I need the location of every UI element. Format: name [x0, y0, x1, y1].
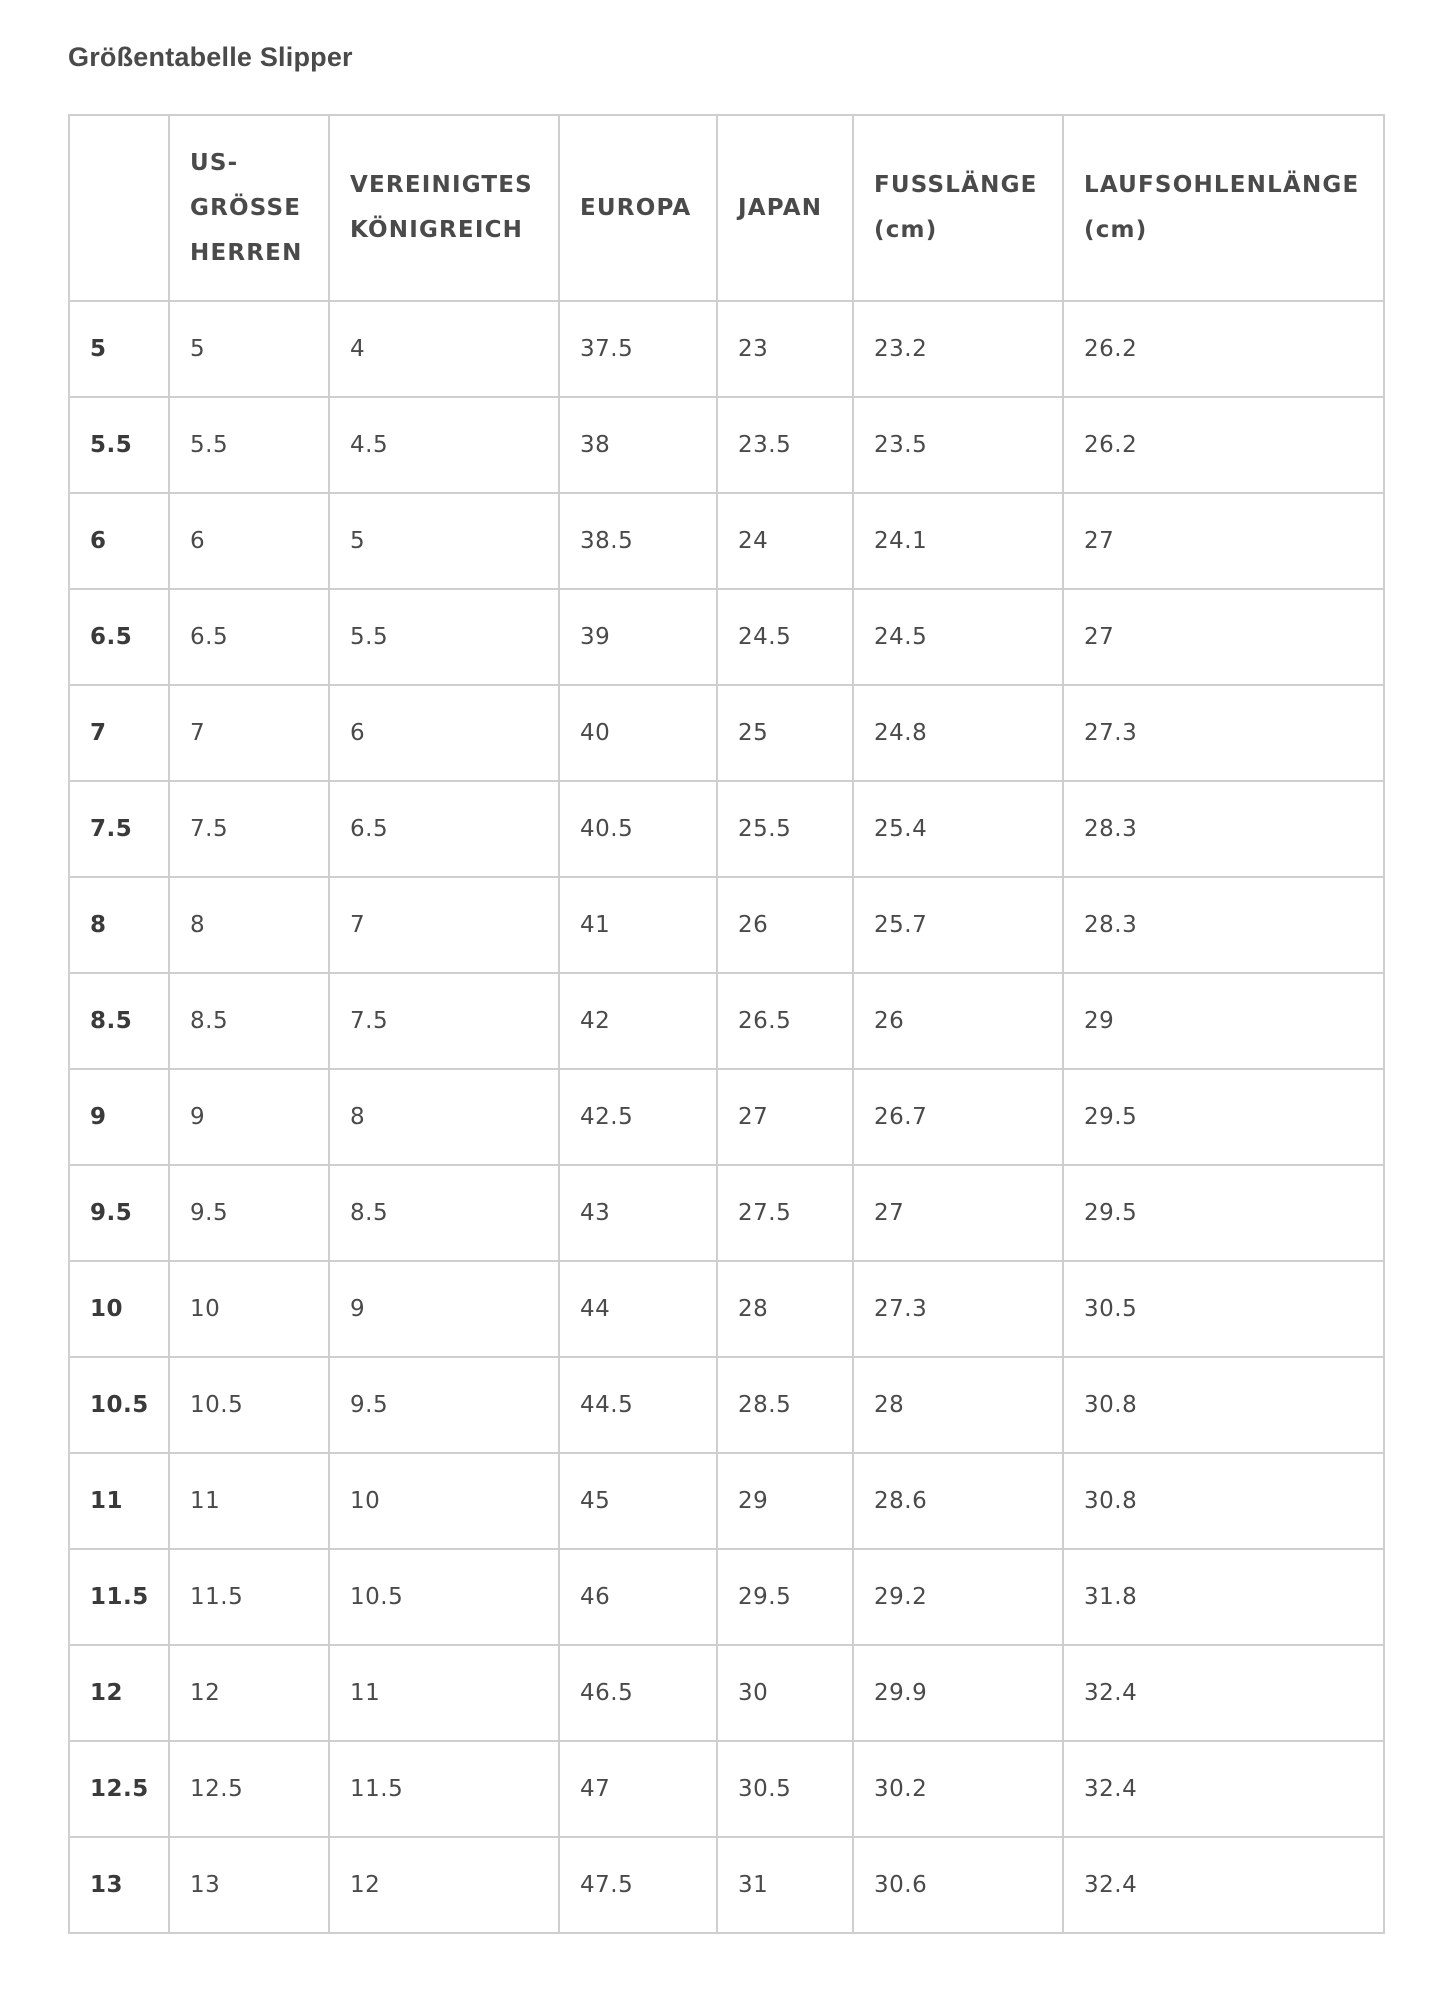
cell-row-head-size: 5.5 [69, 397, 169, 493]
header-text: KÖNIGREICH [350, 217, 524, 243]
page-title: Größentabelle Slipper [68, 42, 353, 72]
table-row [69, 397, 1384, 493]
header-text: LAUFSOHLENLÄNGE [1084, 172, 1360, 198]
cell-japan-size: 31 [717, 1837, 853, 1933]
table-row [69, 1357, 1384, 1453]
cell-japan-size: 29 [717, 1453, 853, 1549]
cell-us-size-men: 9.5 [169, 1165, 329, 1261]
cell-foot-length-cm: 24.1 [853, 493, 1063, 589]
table-header-row [69, 115, 1384, 301]
cell-uk-size: 7.5 [329, 973, 559, 1069]
cell-europe-size: 43 [559, 1165, 717, 1261]
header-text: VEREINIGTES [350, 172, 533, 198]
cell-europe-size: 46.5 [559, 1645, 717, 1741]
cell-europe-size: 42 [559, 973, 717, 1069]
cell-uk-size: 12 [329, 1837, 559, 1933]
cell-europe-size: 47 [559, 1741, 717, 1837]
table-row [69, 1165, 1384, 1261]
cell-japan-size: 26 [717, 877, 853, 973]
cell-japan-size: 25 [717, 685, 853, 781]
cell-row-head-size: 5 [69, 301, 169, 397]
cell-uk-size: 5 [329, 493, 559, 589]
header-text: GRÖSSE [190, 194, 302, 221]
table-row [69, 1549, 1384, 1645]
cell-us-size-men: 8 [169, 877, 329, 973]
cell-row-head-size: 12 [69, 1645, 169, 1741]
cell-outsole-length-cm: 30.8 [1063, 1357, 1384, 1453]
cell-foot-length-cm: 26 [853, 973, 1063, 1069]
cell-foot-length-cm: 25.4 [853, 781, 1063, 877]
cell-japan-size: 25.5 [717, 781, 853, 877]
header-text: US- [190, 149, 239, 176]
cell-japan-size: 30 [717, 1645, 853, 1741]
cell-outsole-length-cm: 29.5 [1063, 1165, 1384, 1261]
cell-japan-size: 23.5 [717, 397, 853, 493]
cell-europe-size: 42.5 [559, 1069, 717, 1165]
cell-uk-size: 10 [329, 1453, 559, 1549]
cell-europe-size: 46 [559, 1549, 717, 1645]
cell-uk-size: 11.5 [329, 1741, 559, 1837]
cell-japan-size: 23 [717, 301, 853, 397]
cell-uk-size: 5.5 [329, 589, 559, 685]
cell-uk-size: 8 [329, 1069, 559, 1165]
cell-outsole-length-cm: 30.8 [1063, 1453, 1384, 1549]
cell-europe-size: 38 [559, 397, 717, 493]
cell-uk-size: 4 [329, 301, 559, 397]
table-row [69, 877, 1384, 973]
header-outsole-length [1063, 115, 1384, 301]
cell-foot-length-cm: 28 [853, 1357, 1063, 1453]
header-europe-size [559, 115, 717, 301]
cell-row-head-size: 12.5 [69, 1741, 169, 1837]
cell-japan-size: 26.5 [717, 973, 853, 1069]
cell-outsole-length-cm: 27 [1063, 589, 1384, 685]
table-row [69, 1261, 1384, 1357]
cell-us-size-men: 11.5 [169, 1549, 329, 1645]
cell-us-size-men: 6.5 [169, 589, 329, 685]
table-row [69, 1453, 1384, 1549]
cell-us-size-men: 7.5 [169, 781, 329, 877]
cell-europe-size: 47.5 [559, 1837, 717, 1933]
cell-row-head-size: 8 [69, 877, 169, 973]
cell-europe-size: 37.5 [559, 301, 717, 397]
cell-outsole-length-cm: 28.3 [1063, 877, 1384, 973]
cell-japan-size: 27 [717, 1069, 853, 1165]
cell-europe-size: 45 [559, 1453, 717, 1549]
cell-outsole-length-cm: 26.2 [1063, 397, 1384, 493]
cell-outsole-length-cm: 32.4 [1063, 1645, 1384, 1741]
cell-row-head-size: 9 [69, 1069, 169, 1165]
table-body [69, 301, 1384, 1933]
cell-row-head-size: 7.5 [69, 781, 169, 877]
cell-foot-length-cm: 26.7 [853, 1069, 1063, 1165]
cell-foot-length-cm: 29.9 [853, 1645, 1063, 1741]
cell-outsole-length-cm: 27 [1063, 493, 1384, 589]
cell-foot-length-cm: 24.8 [853, 685, 1063, 781]
size-chart-table [68, 114, 1385, 1934]
table-row [69, 781, 1384, 877]
cell-uk-size: 9.5 [329, 1357, 559, 1453]
header-japan-size [717, 115, 853, 301]
header-text: HERREN [190, 239, 303, 266]
header-text: EUROPA [580, 194, 692, 221]
cell-uk-size: 9 [329, 1261, 559, 1357]
cell-foot-length-cm: 23.5 [853, 397, 1063, 493]
cell-europe-size: 40.5 [559, 781, 717, 877]
cell-japan-size: 24.5 [717, 589, 853, 685]
cell-row-head-size: 10 [69, 1261, 169, 1357]
cell-foot-length-cm: 30.6 [853, 1837, 1063, 1933]
cell-row-head-size: 10.5 [69, 1357, 169, 1453]
cell-outsole-length-cm: 27.3 [1063, 685, 1384, 781]
cell-uk-size: 6 [329, 685, 559, 781]
table-row [69, 493, 1384, 589]
cell-foot-length-cm: 27.3 [853, 1261, 1063, 1357]
cell-outsole-length-cm: 32.4 [1063, 1837, 1384, 1933]
cell-outsole-length-cm: 29.5 [1063, 1069, 1384, 1165]
cell-row-head-size: 13 [69, 1837, 169, 1933]
cell-europe-size: 44.5 [559, 1357, 717, 1453]
cell-europe-size: 41 [559, 877, 717, 973]
table-row [69, 589, 1384, 685]
cell-europe-size: 38.5 [559, 493, 717, 589]
cell-foot-length-cm: 30.2 [853, 1741, 1063, 1837]
cell-foot-length-cm: 29.2 [853, 1549, 1063, 1645]
cell-foot-length-cm: 28.6 [853, 1453, 1063, 1549]
cell-japan-size: 28.5 [717, 1357, 853, 1453]
cell-us-size-men: 13 [169, 1837, 329, 1933]
cell-outsole-length-cm: 28.3 [1063, 781, 1384, 877]
cell-us-size-men: 11 [169, 1453, 329, 1549]
cell-us-size-men: 5 [169, 301, 329, 397]
table-row [69, 685, 1384, 781]
cell-japan-size: 30.5 [717, 1741, 853, 1837]
cell-us-size-men: 7 [169, 685, 329, 781]
cell-us-size-men: 10.5 [169, 1357, 329, 1453]
header-text: (cm) [1084, 217, 1148, 243]
header-row-label [69, 115, 169, 301]
cell-us-size-men: 12 [169, 1645, 329, 1741]
cell-outsole-length-cm: 29 [1063, 973, 1384, 1069]
cell-us-size-men: 9 [169, 1069, 329, 1165]
table-row [69, 973, 1384, 1069]
table-row [69, 1837, 1384, 1933]
cell-us-size-men: 5.5 [169, 397, 329, 493]
header-us-size-men [169, 115, 329, 301]
cell-uk-size: 8.5 [329, 1165, 559, 1261]
cell-japan-size: 28 [717, 1261, 853, 1357]
cell-us-size-men: 8.5 [169, 973, 329, 1069]
cell-europe-size: 40 [559, 685, 717, 781]
table-row [69, 1645, 1384, 1741]
header-text: (cm) [874, 217, 938, 243]
cell-foot-length-cm: 27 [853, 1165, 1063, 1261]
cell-japan-size: 29.5 [717, 1549, 853, 1645]
cell-us-size-men: 10 [169, 1261, 329, 1357]
cell-uk-size: 7 [329, 877, 559, 973]
cell-japan-size: 24 [717, 493, 853, 589]
header-text: JAPAN [738, 194, 823, 221]
cell-japan-size: 27.5 [717, 1165, 853, 1261]
cell-us-size-men: 6 [169, 493, 329, 589]
cell-row-head-size: 7 [69, 685, 169, 781]
cell-row-head-size: 6 [69, 493, 169, 589]
table-row [69, 301, 1384, 397]
cell-uk-size: 10.5 [329, 1549, 559, 1645]
cell-row-head-size: 9.5 [69, 1165, 169, 1261]
cell-europe-size: 44 [559, 1261, 717, 1357]
cell-uk-size: 4.5 [329, 397, 559, 493]
cell-us-size-men: 12.5 [169, 1741, 329, 1837]
cell-row-head-size: 6.5 [69, 589, 169, 685]
header-foot-length [853, 115, 1063, 301]
cell-row-head-size: 11.5 [69, 1549, 169, 1645]
table-row [69, 1741, 1384, 1837]
cell-outsole-length-cm: 26.2 [1063, 301, 1384, 397]
cell-foot-length-cm: 23.2 [853, 301, 1063, 397]
cell-uk-size: 6.5 [329, 781, 559, 877]
cell-row-head-size: 11 [69, 1453, 169, 1549]
cell-foot-length-cm: 24.5 [853, 589, 1063, 685]
header-uk-size [329, 115, 559, 301]
cell-outsole-length-cm: 30.5 [1063, 1261, 1384, 1357]
cell-europe-size: 39 [559, 589, 717, 685]
cell-foot-length-cm: 25.7 [853, 877, 1063, 973]
header-text: FUSSLÄNGE [874, 172, 1038, 198]
table-row [69, 1069, 1384, 1165]
cell-outsole-length-cm: 31.8 [1063, 1549, 1384, 1645]
cell-row-head-size: 8.5 [69, 973, 169, 1069]
cell-uk-size: 11 [329, 1645, 559, 1741]
cell-outsole-length-cm: 32.4 [1063, 1741, 1384, 1837]
